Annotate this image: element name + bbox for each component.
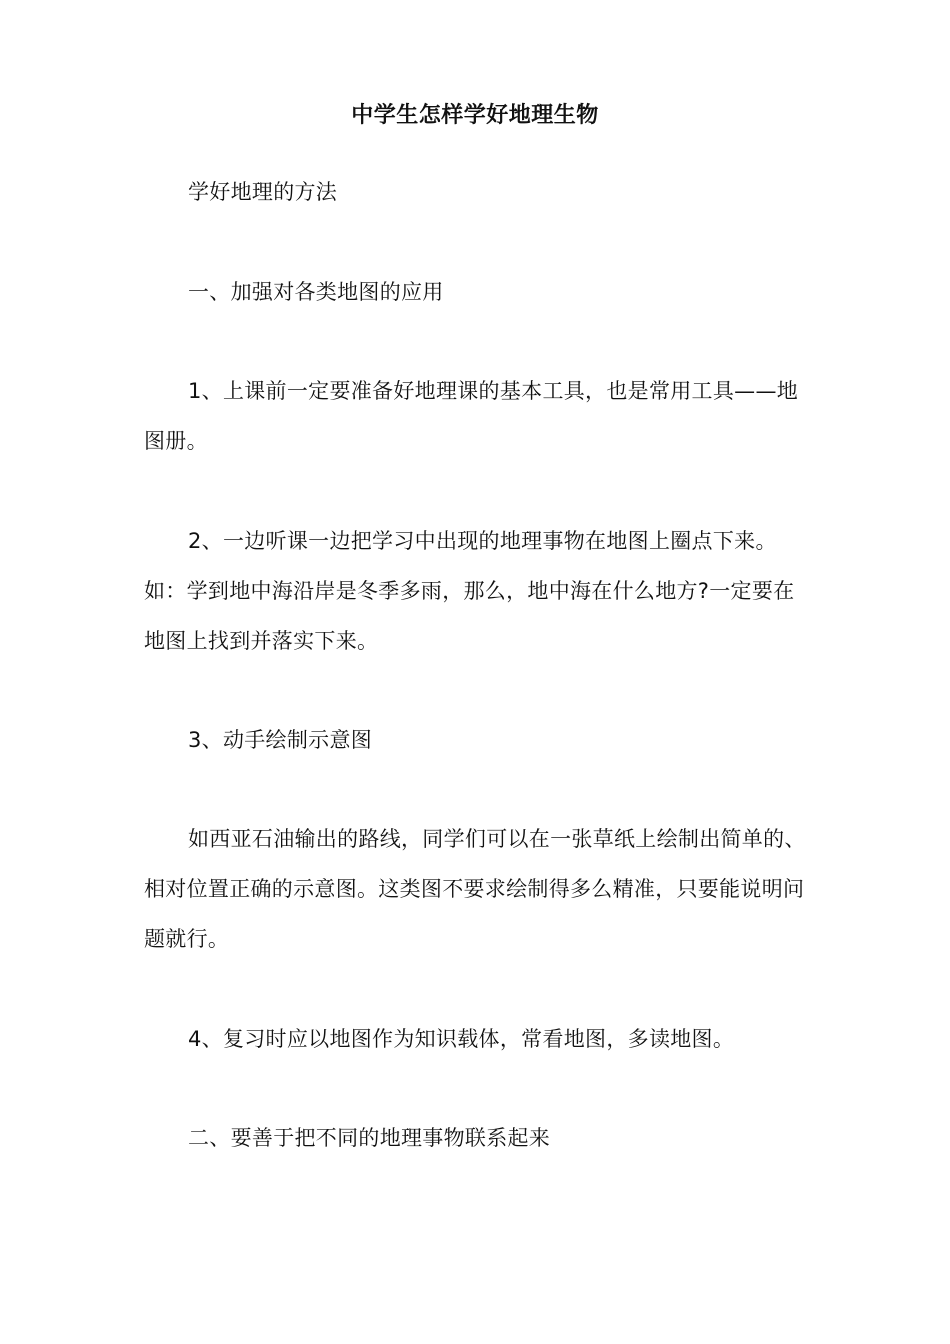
paragraph-item-4: 4、复习时应以地图作为知识载体，常看地图，多读地图。 (188, 1027, 735, 1051)
paragraph-item-2: 2、一边听课一边把学习中出现的地理事物在地图上圈点下来。如：学到地中海沿岸是冬季多雨，那么，地中海在什么地方?一定要在地图上找到并落实下来。 (144, 529, 795, 653)
paragraph-heading-1: 一、加强对各类地图的应用 (188, 280, 444, 304)
paragraph-heading-2: 二、要善于把不同的地理事物联系起来 (188, 1126, 551, 1150)
paragraph-item-3-detail: 如西亚石油输出的路线，同学们可以在一张草纸上绘制出简单的、相对位置正确的示意图。这类图不要求绘制得多么精准，只要能说明问题就行。 (144, 827, 806, 951)
paragraph-item-1: 1、上课前一定要准备好地理课的基本工具，也是常用工具——地图册。 (144, 379, 799, 453)
paragraph-section-heading: 学好地理的方法 (188, 180, 338, 204)
document-title: 中学生怎样学好地理生物 (351, 103, 599, 128)
paragraph-item-3: 3、动手绘制示意图 (188, 728, 373, 752)
